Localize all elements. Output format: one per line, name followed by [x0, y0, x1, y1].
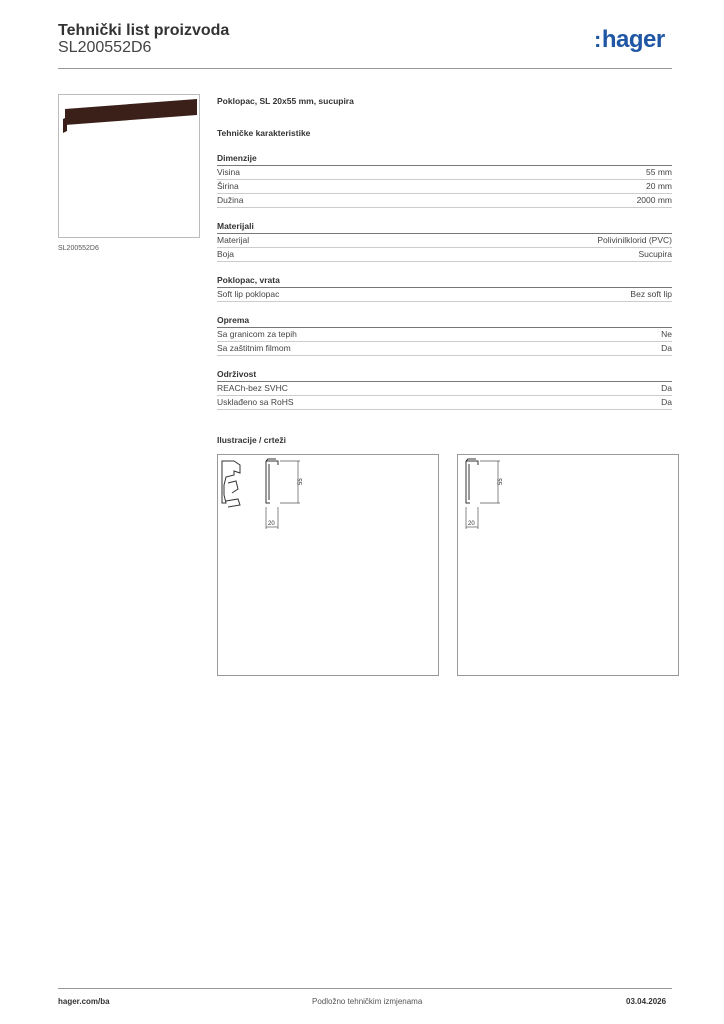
footer-date: 03.04.2026: [626, 997, 667, 1006]
spec-label: Usklađeno sa RoHS: [217, 397, 294, 407]
spec-title: Tehničke karakteristike: [217, 128, 311, 138]
spec-label: REACh-bez SVHC: [217, 383, 288, 393]
page-title: Tehnički list proizvoda: [58, 22, 230, 39]
spec-label: Sa granicom za tepih: [217, 329, 297, 339]
product-code-heading: SL200552D6: [58, 39, 152, 56]
hager-logo[interactable]: [594, 26, 665, 54]
cover-profile-photo-icon: [59, 95, 200, 238]
photo-caption: SL200552D6: [58, 245, 99, 252]
spec-row: [217, 328, 672, 342]
spec-group: [217, 221, 672, 262]
drawing-box-1: [217, 454, 439, 676]
spec-value: Da: [661, 343, 672, 353]
spec-row: [217, 234, 672, 248]
spec-group-title: Materijali: [217, 221, 672, 234]
spec-label: Sa zaštitnim filmom: [217, 343, 291, 353]
spec-label: Materijal: [217, 235, 250, 245]
spec-group: [217, 315, 672, 356]
width-dimension-label: 20: [268, 521, 275, 527]
spec-group-title: Održivost: [217, 369, 672, 382]
footer-divider: [58, 988, 672, 989]
logo-dots-icon: :: [594, 27, 601, 52]
spec-group-title: Dimenzije: [217, 153, 672, 166]
spec-section: [217, 96, 672, 410]
header-divider: [58, 68, 672, 69]
spec-group-title: Oprema: [217, 315, 672, 328]
product-photo: [58, 94, 200, 238]
side-profile: [222, 461, 240, 507]
spec-value: 20 mm: [646, 181, 672, 191]
spec-row: [217, 166, 672, 180]
spec-value: 55 mm: [646, 167, 672, 177]
height-dimension-label: 55: [298, 478, 304, 485]
spec-label: Širina: [217, 181, 239, 191]
spec-group-title: Poklopac, vrata: [217, 275, 672, 288]
spec-group: [217, 275, 672, 302]
spec-label: Dužina: [217, 195, 244, 205]
width-dimension-label: 20: [468, 521, 475, 527]
illustrations-title: Ilustracije / crteži: [217, 435, 286, 445]
drawing-box-2: [457, 454, 679, 676]
spec-value: Da: [661, 383, 672, 393]
spec-row: [217, 248, 672, 262]
dimension-lines: [266, 461, 300, 529]
spec-row: [217, 396, 672, 410]
height-dimension-label: 55: [498, 478, 504, 485]
spec-row: [217, 382, 672, 396]
spec-value: Da: [661, 397, 672, 407]
spec-value: 2000 mm: [636, 195, 672, 205]
spec-value: Ne: [661, 329, 672, 339]
logo-text: hager: [601, 26, 665, 53]
spec-row: [217, 194, 672, 208]
section-profile: [266, 459, 278, 503]
spec-group: [217, 369, 672, 410]
spec-label: Visina: [217, 167, 240, 177]
technical-drawing-icon: [218, 455, 440, 677]
spec-groups: [217, 153, 672, 410]
spec-row: [217, 180, 672, 194]
spec-value: Sucupira: [638, 249, 672, 259]
footer-website-link[interactable]: hager.com/ba: [58, 997, 110, 1006]
spec-row: [217, 288, 672, 302]
section-profile: [466, 459, 478, 503]
spec-label: Soft lip poklopac: [217, 289, 280, 299]
spec-label: Boja: [217, 249, 235, 259]
spec-value: Polivinilklorid (PVC): [597, 235, 672, 245]
spec-row: [217, 342, 672, 356]
spec-value: Bez soft lip: [630, 289, 672, 299]
spec-group: [217, 153, 672, 208]
footer-notice: Podložno tehničkim izmjenama: [312, 997, 423, 1006]
technical-drawing-icon: [458, 455, 680, 677]
product-title: Poklopac, SL 20x55 mm, sucupira: [217, 96, 354, 106]
dimension-lines: [466, 461, 500, 529]
